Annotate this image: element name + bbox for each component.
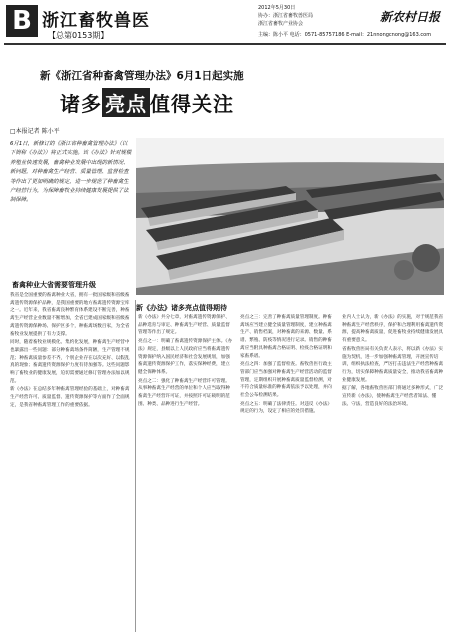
column-divider	[135, 300, 136, 632]
paragraph: 亮点之四：加强了监督检查。畜牧兽医行政主管部门应当加强对种畜禽生产经营活动的监督管理，定期组织开展种畜禽质量监督检测，对不符合质量标准的种畜禽依法予以处理，并向社会公布检测结果。	[240, 362, 332, 399]
subheading-1: 畜禽种业大省需要管理升级	[12, 281, 96, 289]
paragraph: 据了解，各地畜牧兽医部门将通过多种形式，广泛宣传新《办法》，使种畜禽生产经营者知法、懂法、守法，营造良好的法治环境。	[342, 386, 444, 407]
paragraph: 亮点之二：强化了种畜禽生产经营许可管理。从事种畜禽生产经营的单位和个人应当取得种畜禽生产经营许可证，并按照许可证载明的范围、种类、品种进行生产经营。	[138, 378, 230, 407]
column-1	[10, 292, 132, 632]
paragraph: 省畜牧兽医局有关负责人表示，将以新《办法》实施为契机，进一步加强种畜禽管理，开展宣传培训，组织执法检查，严厉打击违法生产经营种畜禽行为，切实保障种畜禽质量安全，推动我省畜禽种业健康发展。	[342, 346, 444, 383]
section-logo: B	[6, 5, 38, 37]
article-headline	[60, 88, 234, 117]
paragraph: 新《办法》共分七章，对畜禽遗传资源保护、品种选育与审定、种畜禽生产经营、质量监督管理等作出了规定。	[138, 315, 230, 336]
organizer-1: 协办：浙江省畜牧兽医局	[258, 13, 314, 19]
lead-paragraph: 6月1日，新修订的《浙江省种畜禽管理办法》（以下简称《办法》）将正式实施。该《办法》针对规模养殖业快速发展，畜禽种业发展中出现的新情况、新问题，对种畜禽生产经营、质量管理、监督检查等作出了更加明确的规定，进一步规范了种畜禽生产经营行为，为保障畜牧业持续健康发展提供了法制保障。	[10, 141, 132, 204]
paragraph: 亮点之五：明确了法律责任。对违反《办法》规定的行为，设定了相应的处罚措施。	[240, 401, 332, 415]
newspaper-brand: 新农村日报	[380, 10, 441, 24]
paragraph: 亮点之三：完善了种畜禽质量管理制度。种畜禽场应当建立健全质量管理制度，建立种畜禽生产、销售档案，对种畜禽的来源、数量、系谱、繁殖、防疫等情况进行记录。销售的种畜禽应当附具种畜禽合格证明、检疫合格证明和家畜系谱。	[240, 315, 332, 359]
headline-suffix: 值得关注	[150, 92, 234, 116]
masthead	[0, 0, 450, 42]
subheading-2: 新《办法》诸多亮点值得期待	[136, 304, 227, 312]
article-kicker: 新《浙江省种畜禽管理办法》6月1日起实施	[40, 70, 244, 82]
column-3	[240, 314, 336, 634]
issue-number: 【总第0153期】	[48, 31, 109, 40]
headline-prefix: 诸多	[60, 92, 102, 116]
farm-photo	[136, 138, 444, 295]
organizer-2: 浙江省畜牧产业协会	[258, 21, 304, 27]
paragraph: 同时，随着畜牧业规模化、集约化发展，种畜禽生产经营中也暴露出一些问题：部分种畜禽场条件简陋，生产管理不规范；种畜禽质量参差不齐，个别企业存在以次充好、以假乱真的现象；畜禽遗传资源保护力度有待加强等。这些问题影响了畜牧业的健康发展，迫切需要通过修订管理办法加以规范。	[10, 340, 130, 384]
paragraph: 我省是全国重要的畜禽种业大省，拥有一批国家级和省级畜禽遗传资源保护品种，是我国重要的地方畜禽遗传资源宝库之一。近年来，我省畜禽良种繁育体系建设不断完善，种畜禽生产经营企业数量不断增加，全省已建成国家级和省级畜禽遗传资源保种场、保护区多个，种畜禽场数百家，为全省畜牧业发展提供了有力支撑。	[10, 293, 130, 337]
publication-info	[258, 4, 378, 28]
section-title: 浙江畜牧兽医	[42, 11, 150, 31]
editor-contact: 主编：陈小平 电话：0571-85757186 E-mail：21nnongcnong@163.com	[258, 32, 432, 38]
date-line: 2012年5月30日	[258, 5, 296, 11]
paragraph: 亮点之一：明确了畜禽遗传资源保护主体。《办法》规定，县级以上人民政府应当将畜禽遗传资源保护纳入国民经济和社会发展规划，加强畜禽遗传资源保护工作，落实保种经费，建立健全保种体系。	[138, 339, 233, 375]
byline: □本报记者 陈小平	[10, 128, 60, 135]
headline-highlight: 亮点	[102, 88, 150, 117]
header-divider	[4, 43, 446, 45]
paragraph: 业内人士认为，新《办法》的实施，对于规范我省种畜禽生产经营秩序，保护和合理利用畜禽遗传资源，提高种畜禽质量，促进畜牧业持续健康发展具有重要意义。	[342, 315, 444, 344]
column-2	[138, 314, 234, 634]
column-4	[342, 314, 444, 634]
paragraph: 新《办法》在总结多年种畜禽管理经验的基础上，对种畜禽生产经营许可、质量监督、遗传资源保护等方面作了全面规定，是我省种畜禽管理工作的重要依据。	[10, 387, 130, 408]
